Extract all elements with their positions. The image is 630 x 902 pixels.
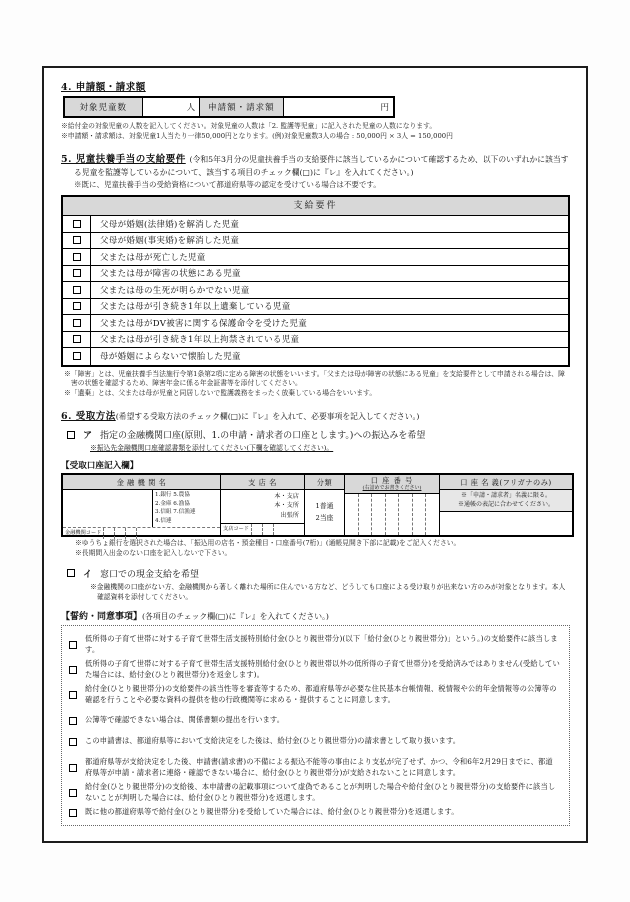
bank-type-row: 3.信組 7.信漁連 (155, 509, 196, 516)
option-cash-payment (67, 567, 570, 580)
section-requirements-title-note: (令和5年3月分の児童扶養手当の支給要件に該当しているかについて確認するため、以下のいずれかに該当する児童を監護等しているかについて、該当する項目のチェック欄(□)に『レ』を入れてください。) (74, 154, 569, 178)
requirement-checkbox-4[interactable] (73, 269, 81, 277)
account-number-cell[interactable] (345, 494, 358, 536)
account-number-column (345, 475, 440, 535)
pledge-box (61, 625, 570, 826)
pledge-item-text: 低所得の子育て世帯に対する子育て世帯生活支援特別給付金(ひとり親世帯以外の低所得の子育て世帯分)を受給済みではありません(受給していた場合には、給付金(ひとり親世帯分)を返金します)。 (85, 658, 560, 679)
account-holder-input[interactable] (440, 512, 572, 535)
requirements-pre-note: ※既に、児童扶養手当の受給資格について都道府県等の認定を受けている場合は不要です。 (74, 180, 381, 190)
form-frame (42, 66, 588, 843)
account-note-2: ※長期間入出金のない口座を記入しないで下さい。 (75, 548, 232, 557)
branch-code-cell[interactable] (251, 524, 262, 535)
pledge-item (69, 634, 560, 656)
requirements-note-2: ※「遺棄」とは、父または母が児童と同居しないで監護義務をまったく放棄している場合をいいます。 (64, 389, 377, 398)
table-row (63, 233, 568, 250)
account-number-cells (345, 494, 439, 536)
branch-code-row (221, 523, 304, 535)
section-receive-title-note: (希望する受取方法のチェック欄(□)に『レ』を入れて、必要事項を記入してください。) (115, 412, 420, 422)
category-option: 2当座 (315, 513, 334, 522)
requirement-checkbox-7[interactable] (73, 319, 81, 327)
option-a-checkbox[interactable] (67, 431, 75, 439)
pledge-checkbox-1[interactable] (69, 641, 77, 649)
bank-account-table (61, 473, 574, 537)
pledge-checkbox-8[interactable] (69, 809, 77, 817)
option-b-checkbox[interactable] (67, 569, 75, 577)
account-number-cell[interactable] (412, 494, 426, 536)
children-count-input[interactable] (143, 98, 201, 116)
pledge-title-note: (各項目のチェック欄(□)に『レ』を入れてください。) (142, 611, 329, 621)
pledge-checkbox-2[interactable] (69, 666, 77, 674)
holder-note: ※通帳の表記に合わせてください。 (457, 501, 554, 509)
table-row (63, 266, 568, 283)
requirement-checkbox-3[interactable] (73, 253, 81, 261)
option-a-kana: ア (83, 431, 93, 442)
option-b-kana: イ (83, 569, 93, 580)
table-row (63, 332, 568, 349)
pledge-item (69, 736, 560, 747)
bank-type-options (152, 490, 220, 527)
account-number-cell[interactable] (358, 494, 372, 536)
branch-type-option: 本・支店 (274, 493, 299, 501)
option-bank-transfer (67, 428, 570, 441)
bank-type-row: 4.信連 (155, 518, 172, 525)
children-count-label: 対象児童数 (65, 98, 143, 116)
requirement-checkbox-9[interactable] (73, 352, 81, 360)
branch-type-option: 本・支所 (274, 502, 299, 510)
account-holder-notes (440, 490, 572, 512)
option-a-label: 指定の金融機関口座(原則、1.の申請・請求者の口座とします。)への振込みを希望 (100, 431, 426, 442)
account-box-caption: 【受取口座記入欄】 (61, 461, 139, 472)
branch-name-input[interactable] (221, 490, 304, 523)
pledge-item-text: 低所得の子育て世帯に対する子育て世帯生活支援特別給付金(ひとり親世帯分)(以下「給付金(ひとり親世帯分)」という。)の支給要件に該当します。 (85, 633, 558, 654)
unit-yen-label: 円 (380, 103, 389, 113)
requirement-label: 父または母がDV被害に関する保護命令を受けた児童 (100, 318, 308, 329)
category-options[interactable] (305, 490, 344, 535)
requirement-label: 父または母が引き続き1年以上遺棄している児童 (100, 302, 291, 313)
requirement-checkbox-2[interactable] (73, 236, 81, 244)
bank-name-input[interactable] (63, 490, 152, 527)
account-number-cell[interactable] (371, 494, 385, 536)
requirements-table-header: 支給要件 (63, 197, 568, 216)
branch-type-option: 出張所 (280, 511, 299, 519)
amount-note-2: ※申請額・請求額は、対象児童1人当たり一律50,000円となります。(例)対象児童数3人の場合 : 50,000円 × 3人 = 150,000円 (61, 131, 453, 140)
requirement-label: 父または母が死亡した児童 (100, 252, 206, 263)
account-category-column (305, 475, 345, 535)
amount-note-1: ※給付金の対象児童の人数を記入してください。対象児童の人数は「2. 監護等児童」に記入された児童の人数になります。 (61, 122, 437, 130)
bank-code-cell[interactable] (125, 528, 136, 539)
requirement-label: 父または母が障害の状態にある児童 (100, 269, 241, 280)
requirement-checkbox-8[interactable] (73, 335, 81, 343)
account-number-header-text: 口 座 番 号 (370, 476, 414, 486)
holder-note: ※「申請・請求者」名義に限る。 (460, 492, 551, 500)
pledge-item-text: この申請書は、都道府県等において支給決定をした後は、給付金(ひとり親世帯分)の請求書として取り扱います。 (85, 736, 461, 746)
pledge-item (69, 782, 560, 804)
account-holder-header: 口 座 名 義(フリガナのみ) (440, 475, 572, 490)
requirement-checkbox-1[interactable] (73, 220, 81, 228)
pledge-checkbox-7[interactable] (69, 789, 77, 797)
pledge-checkbox-3[interactable] (69, 691, 77, 699)
requirement-checkbox-5[interactable] (73, 286, 81, 294)
pledge-item (69, 684, 560, 706)
pledge-item (69, 715, 560, 726)
pledge-checkbox-4[interactable] (69, 717, 77, 725)
section-receive-method (61, 408, 570, 601)
bank-code-cell[interactable] (103, 528, 114, 539)
table-row (63, 249, 568, 266)
account-number-cell[interactable] (385, 494, 399, 536)
pledge-heading (61, 609, 570, 622)
account-number-header-note: (右詰めでお書きください) (362, 485, 422, 492)
bank-code-cell[interactable] (114, 528, 125, 539)
bank-type-row: 2.金庫 6.漁協 (155, 500, 190, 507)
amount-input[interactable] (284, 98, 393, 116)
bank-type-row: 1.銀行 5.農協 (155, 492, 190, 499)
section-amount-title (61, 79, 570, 93)
section-receive-title (61, 408, 570, 422)
pledge-item (69, 659, 560, 681)
bank-name-column (63, 475, 221, 535)
requirements-table (61, 195, 570, 367)
section-requirements-title (61, 153, 570, 181)
table-row (63, 315, 568, 332)
pledge-item-text: 給付金(ひとり親世帯分)の支給後、本申請書の記載事項について虚偽であることが判明した場合や給付金(ひとり親世帯分)の支給要件に該当しないことが判明した場合には、給付金(ひとり親世帯分)を返還します。 (85, 782, 556, 803)
requirement-label: 父または母の生死が明らかでない児童 (100, 285, 250, 296)
table-row (63, 282, 568, 299)
category-header: 分類 (305, 475, 344, 490)
section-pledge (61, 609, 570, 826)
requirement-label: 父または母が引き続き1年以上拘禁されている児童 (100, 335, 300, 346)
branch-code-cell[interactable] (262, 524, 273, 535)
branch-code-label: 支店コード (223, 526, 249, 533)
pledge-item (69, 807, 560, 818)
account-number-header (345, 475, 439, 494)
section-receive-title-text: 6. 受取方法 (61, 411, 116, 423)
section-amount (61, 79, 570, 142)
pledge-item-text: 給付金(ひとり親世帯分)の支給要件の該当性等を審査等するため、都道府県等が必要な住民基本台帳情報、税情報や公的年金情報等の公簿等の確認を行うことや必要な資料の提供を他の行政機関等に求める・提供することに同意します。 (85, 683, 557, 704)
amount-label: 申請額・請求額 (200, 98, 283, 116)
section-requirements-title-text: 5. 児童扶養手当の支給要件 (61, 153, 186, 165)
table-row (63, 348, 568, 365)
branch-name-column (221, 475, 305, 535)
pledge-item (69, 757, 560, 779)
requirement-label: 父母が婚姻(事実婚)を解消した児童 (100, 236, 240, 247)
table-row (63, 299, 568, 316)
bank-name-header: 金 融 機 関 名 (63, 475, 220, 490)
requirements-note-1: ※「障害」とは、児童扶養手当法施行令第1条第2項に定める障害の状態をいいます。「父または母が障害の状態にある児童」を支給要件として申請される場合は、障害の状態を確認するため、障害年金に係る年金証書等を添付してください。 (64, 369, 565, 388)
table-row (63, 216, 568, 233)
requirement-label: 母が婚姻によらないで懐胎した児童 (100, 352, 241, 363)
option-a-note: ※振込先金融機関口座確認書類を添付してください(下欄を確認してください)。 (90, 444, 334, 453)
bank-code-label: 金融機関コード (65, 529, 102, 536)
pledge-title: 【誓約・同意事項】 (61, 611, 143, 622)
option-b-note: ※金融機関の口座がない方、金融機関から著しく離れた場所に住んでいる方など、どうしても口座による受け取りが出来ない方のみが対象となります。本人確認資料を添付してください。 (90, 582, 566, 601)
pledge-item-text: 都道府県等が支給決定をした後、申請書(請求書)の不備による振込不能等の事由により支払が完了せず、かつ、令和6年2月29日までに、都道府県等が申請・請求者に連絡・確認できない場合に、給付金(ひとり親世帯分)が支給されないことに同意します。 (85, 757, 553, 778)
section-amount-title-text: 4. 申請額・請求額 (61, 82, 146, 93)
account-number-cell[interactable] (398, 494, 412, 536)
account-note-1: ※ゆうちょ銀行を選択された場合は、「振込用の店名・預金種目・口座番号(7桁)」(通帳見開き下部に記載)をご記入ください。 (75, 539, 461, 548)
account-holder-column (440, 475, 572, 535)
bank-code-row (63, 527, 220, 539)
pledge-item-text: 既に他の都道府県等で給付金(ひとり親世帯分)を受給していた場合には、給付金(ひとり親世帯分)を返還します。 (85, 807, 459, 817)
section-requirements (61, 153, 570, 399)
account-number-cell[interactable] (425, 494, 439, 536)
amount-table (63, 96, 395, 118)
pledge-item-text: 公簿等で確認できない場合は、関係書類の提出を行います。 (85, 715, 285, 725)
requirement-checkbox-6[interactable] (73, 302, 81, 310)
option-b-label: 窓口での現金支給を希望 (100, 569, 200, 580)
pledge-checkbox-6[interactable] (69, 764, 77, 772)
pledge-checkbox-5[interactable] (69, 738, 77, 746)
branch-code-cell[interactable] (273, 524, 284, 535)
category-option: 1普通 (315, 502, 334, 511)
branch-name-header: 支 店 名 (221, 475, 304, 490)
unit-people-label: 人 (186, 103, 196, 113)
bank-code-cell[interactable] (136, 528, 147, 539)
requirement-label: 父母が婚姻(法律婚)を解消した児童 (100, 219, 240, 230)
